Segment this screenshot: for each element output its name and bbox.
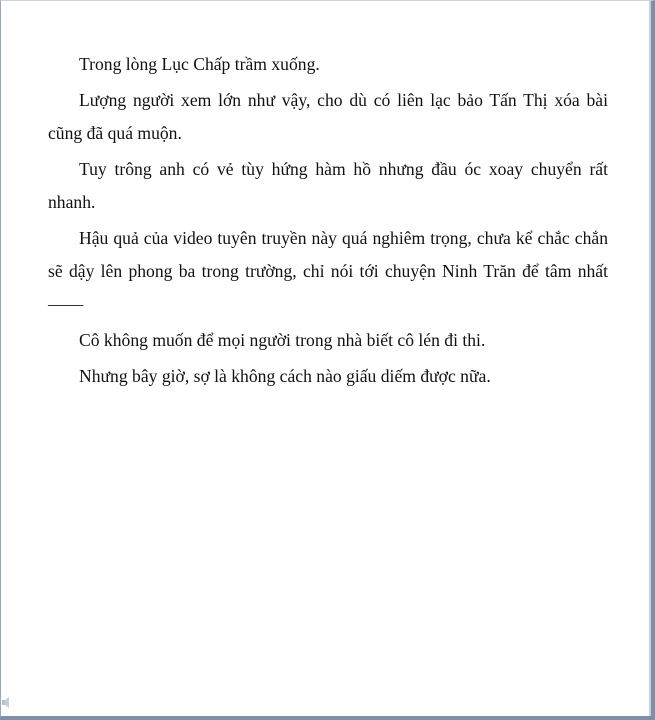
paragraph: Trong lòng Lục Chấp trầm xuống. <box>79 54 320 74</box>
paragraph: Lượng người xem lớn như vậy, cho dù có liên lạc bảo Tấn Thị xóa bài cũng đã quá muộn. <box>48 90 608 143</box>
speaker-icon <box>1 697 13 708</box>
paragraph: Nhưng bây giờ, sợ là không cách nào giấu diếm được nữa. <box>79 366 491 386</box>
paragraph: Tuy trông anh có vẻ tùy hứng hàm hồ nhưng đầu óc xoay chuyển rất nhanh. <box>48 159 608 212</box>
paragraph: Hậu quả của video tuyên truyền này quá nghiêm trọng, chưa kể chắc chắn sẽ dậy lên phong ba trong trường, chỉ nói tới chuyện Ninh Trăn để tâm nhất —— <box>48 228 608 314</box>
document-body <box>48 48 608 396</box>
paragraph: Cô không muốn để mọi người trong nhà biết cô lén đi thi. <box>79 330 486 350</box>
